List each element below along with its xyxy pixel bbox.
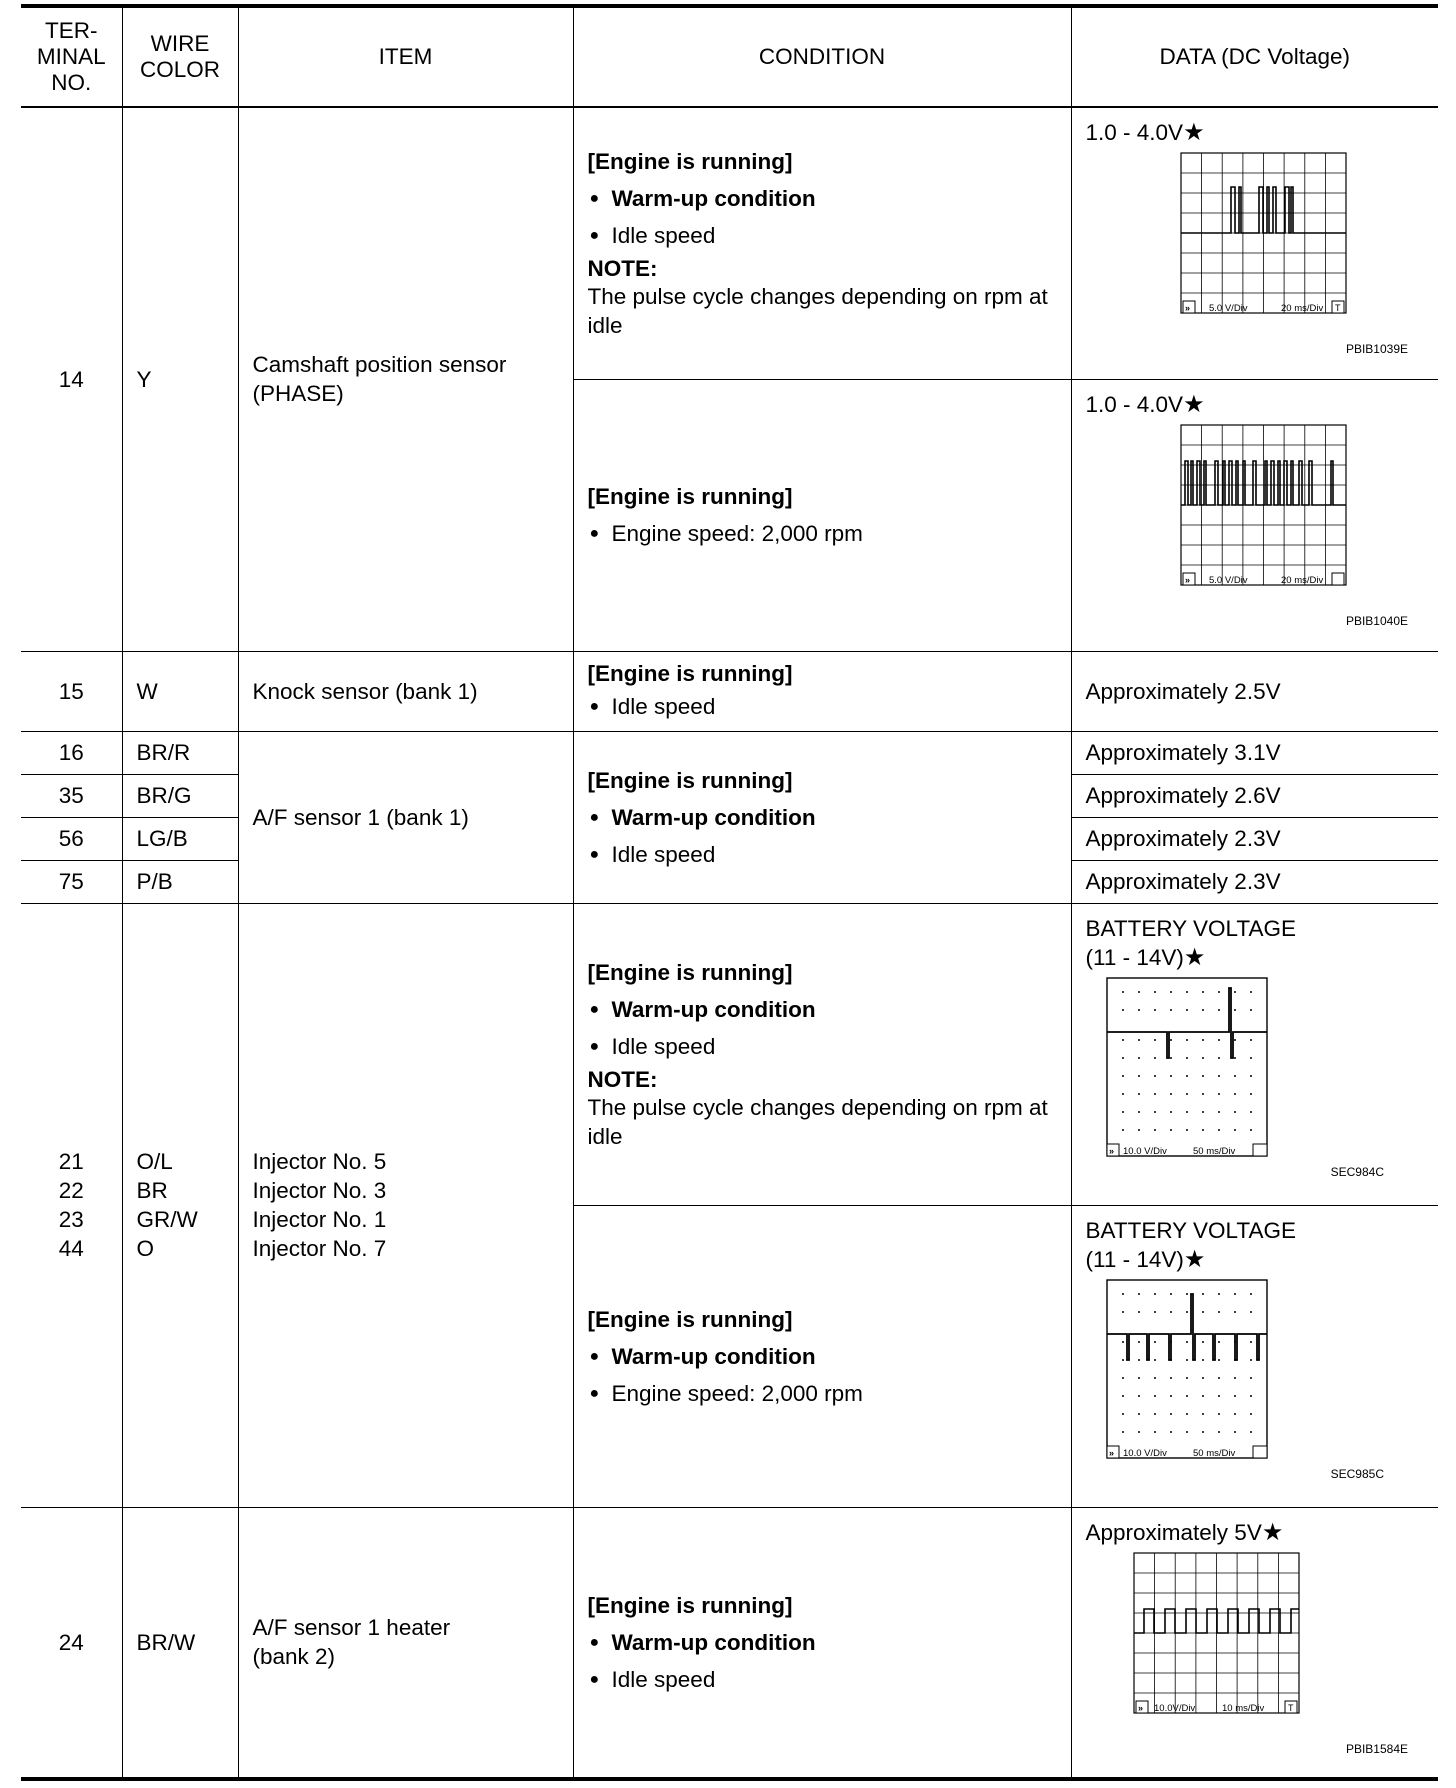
item-cell: Camshaft position sensor (PHASE): [238, 107, 573, 651]
table-row-14a: [21, 107, 1438, 379]
condition-bullet: ● Idle speed: [589, 1666, 716, 1692]
time-scale-label: 20 ms/Div: [1280, 303, 1323, 314]
data-cell: [1071, 1205, 1438, 1507]
star-icon: ★: [1183, 1245, 1206, 1273]
star-icon: ★: [1261, 1518, 1284, 1546]
data-value: (11 - 14V): [1085, 944, 1184, 970]
header-terminal-no: TER- MINAL NO.: [21, 6, 122, 107]
trigger-mark: T: [1334, 303, 1340, 313]
terminal-no-cell: 21 22 23 44: [21, 903, 122, 1507]
wire-color-cell: O/L BR GR/W O: [122, 903, 238, 1507]
condition-cell: [Engine is running] ● Warm-up condition ● Engine speed: 2,000 rpm: [573, 1205, 1071, 1507]
condition-bullet: ● Engine speed: 2,000 rpm: [589, 521, 863, 546]
condition-bullet: ● Engine speed: 2,000 rpm: [589, 1380, 863, 1406]
terminal-no-cell: 24: [21, 1507, 122, 1779]
oscilloscope-waveform: [1086, 972, 1425, 1169]
time-scale-label: 50 ms/Div: [1192, 1145, 1235, 1157]
data-cell: Approximately 3.1V: [1071, 731, 1438, 774]
figure-code: PBIB1039E: [1345, 342, 1408, 356]
data-cell: [1071, 107, 1438, 379]
time-scale-label: 50 ms/Div: [1192, 1447, 1235, 1459]
condition-bullet: ● Idle speed: [589, 841, 716, 867]
condition-bullet: ● Warm-up condition: [589, 996, 816, 1022]
oscilloscope-waveform: [1086, 1547, 1425, 1740]
trigger-mark: T: [1287, 1702, 1293, 1713]
figure-code: SEC985C: [1330, 1466, 1384, 1481]
star-icon: ★: [1183, 119, 1205, 146]
condition-bullet: ● Idle speed: [589, 222, 716, 248]
wire-color-cell: Y: [122, 107, 238, 651]
voltage-scale-label: 5.0 V/Div: [1208, 303, 1248, 314]
data-cell: Approximately 2.6V: [1071, 774, 1438, 817]
note-label: NOTE:: [587, 1066, 658, 1092]
voltage-scale-label: 10.0 V/Div: [1122, 1145, 1167, 1157]
condition-cell: [Engine is running] ● Engine speed: 2,000 rpm: [573, 379, 1071, 651]
condition-bullet: ● Warm-up condition: [589, 1629, 816, 1655]
terminal-no-cell: 14: [21, 107, 122, 651]
condition-cell: [Engine is running] ● Warm-up condition ● Idle speed NOTE: The pulse cycle changes depending on rpm at idle: [573, 107, 1071, 379]
wire-color-cell: LG/B: [122, 817, 238, 860]
data-cell: Approximately 2.5V: [1071, 651, 1438, 731]
condition-bullet: ● Warm-up condition: [589, 804, 816, 830]
table-row-injectors-a: [21, 903, 1438, 1205]
header-item: ITEM: [238, 6, 573, 107]
item-cell: Injector No. 5 Injector No. 3 Injector No. 1 Injector No. 7: [238, 903, 573, 1507]
star-icon: ★: [1183, 390, 1205, 418]
data-value: 1.0 - 4.0V: [1085, 120, 1184, 145]
note-text: The pulse cycle changes depending on rpm at idle: [587, 1094, 1048, 1149]
terminal-data-table-sheet: [21, 4, 1438, 1781]
data-value: Approximately 5V: [1085, 1519, 1262, 1545]
oscilloscope-svg: [1086, 147, 1416, 333]
condition-cell: [Engine is running] ● Warm-up condition ● Idle speed NOTE: The pulse cycle changes depending on rpm at idle: [573, 903, 1071, 1205]
voltage-scale-label: 10.0V/Div: [1153, 1702, 1195, 1714]
svg-text:»: »: [1108, 1145, 1114, 1156]
header-condition: CONDITION: [573, 6, 1071, 107]
data-value: BATTERY VOLTAGE: [1085, 915, 1296, 941]
data-cell: [1071, 379, 1438, 651]
voltage-scale-label: 5.0 V/Div: [1208, 574, 1248, 586]
time-scale-label: 20 ms/Div: [1280, 574, 1323, 586]
data-cell: [1071, 903, 1438, 1205]
terminal-no-cell: 56: [21, 817, 122, 860]
oscilloscope-svg: [1086, 419, 1416, 605]
data-value: 1.0 - 4.0V: [1085, 391, 1184, 417]
wire-color-cell: W: [122, 651, 238, 731]
figure-code: PBIB1584E: [1345, 1741, 1408, 1756]
terminal-data-table: [21, 4, 1438, 1781]
oscilloscope-svg: [1086, 1274, 1416, 1464]
data-cell: [1071, 1507, 1438, 1779]
oscilloscope-svg: [1086, 972, 1416, 1162]
header-row: [21, 6, 1438, 107]
condition-bullet: ● Warm-up condition: [589, 185, 816, 211]
svg-text:»: »: [1137, 1702, 1143, 1713]
figure-code: PBIB1040E: [1345, 613, 1408, 628]
item-cell: Knock sensor (bank 1): [238, 651, 573, 731]
note-text: The pulse cycle changes depending on rpm at idle: [587, 283, 1048, 338]
condition-cell: [Engine is running] ● Warm-up condition ● Idle speed: [573, 1507, 1071, 1779]
header-wire-color: WIRE COLOR: [122, 6, 238, 107]
condition-cell: [Engine is running] ● Idle speed: [573, 651, 1071, 731]
header-data: DATA (DC Voltage): [1071, 6, 1438, 107]
item-cell: A/F sensor 1 heater (bank 2): [238, 1507, 573, 1779]
terminal-no-cell: 35: [21, 774, 122, 817]
table-row-16: [21, 731, 1438, 774]
oscilloscope-svg: [1086, 1547, 1416, 1733]
terminal-no-cell: 16: [21, 731, 122, 774]
note-label: NOTE:: [587, 255, 658, 281]
data-cell: Approximately 2.3V: [1071, 817, 1438, 860]
figure-code: SEC984C: [1330, 1164, 1384, 1179]
svg-text:»: »: [1184, 574, 1190, 585]
terminal-no-cell: 15: [21, 651, 122, 731]
condition-bullet: ● Idle speed: [589, 1033, 716, 1059]
star-icon: ★: [1183, 943, 1206, 971]
condition-bullet: ● Warm-up condition: [589, 1343, 816, 1369]
wire-color-cell: P/B: [122, 860, 238, 903]
table-row-15: [21, 651, 1438, 731]
oscilloscope-waveform: [1086, 1274, 1425, 1471]
wire-color-cell: BR/G: [122, 774, 238, 817]
svg-text:»: »: [1184, 303, 1190, 313]
wire-color-cell: BR/W: [122, 1507, 238, 1779]
svg-text:»: »: [1108, 1447, 1114, 1458]
data-value: (11 - 14V): [1085, 1246, 1184, 1272]
table-row-24: [21, 1507, 1438, 1779]
condition-cell: [Engine is running] ● Warm-up condition ● Idle speed: [573, 731, 1071, 903]
oscilloscope-waveform: [1086, 419, 1425, 612]
condition-bullet: ● Idle speed: [589, 694, 716, 719]
voltage-scale-label: 10.0 V/Div: [1122, 1447, 1167, 1459]
terminal-no-cell: 75: [21, 860, 122, 903]
time-scale-label: 10 ms/Div: [1221, 1702, 1264, 1714]
oscilloscope-waveform: [1086, 147, 1425, 340]
data-value: BATTERY VOLTAGE: [1085, 1217, 1296, 1243]
wire-color-cell: BR/R: [122, 731, 238, 774]
data-cell: Approximately 2.3V: [1071, 860, 1438, 903]
item-cell: A/F sensor 1 (bank 1): [238, 731, 573, 903]
